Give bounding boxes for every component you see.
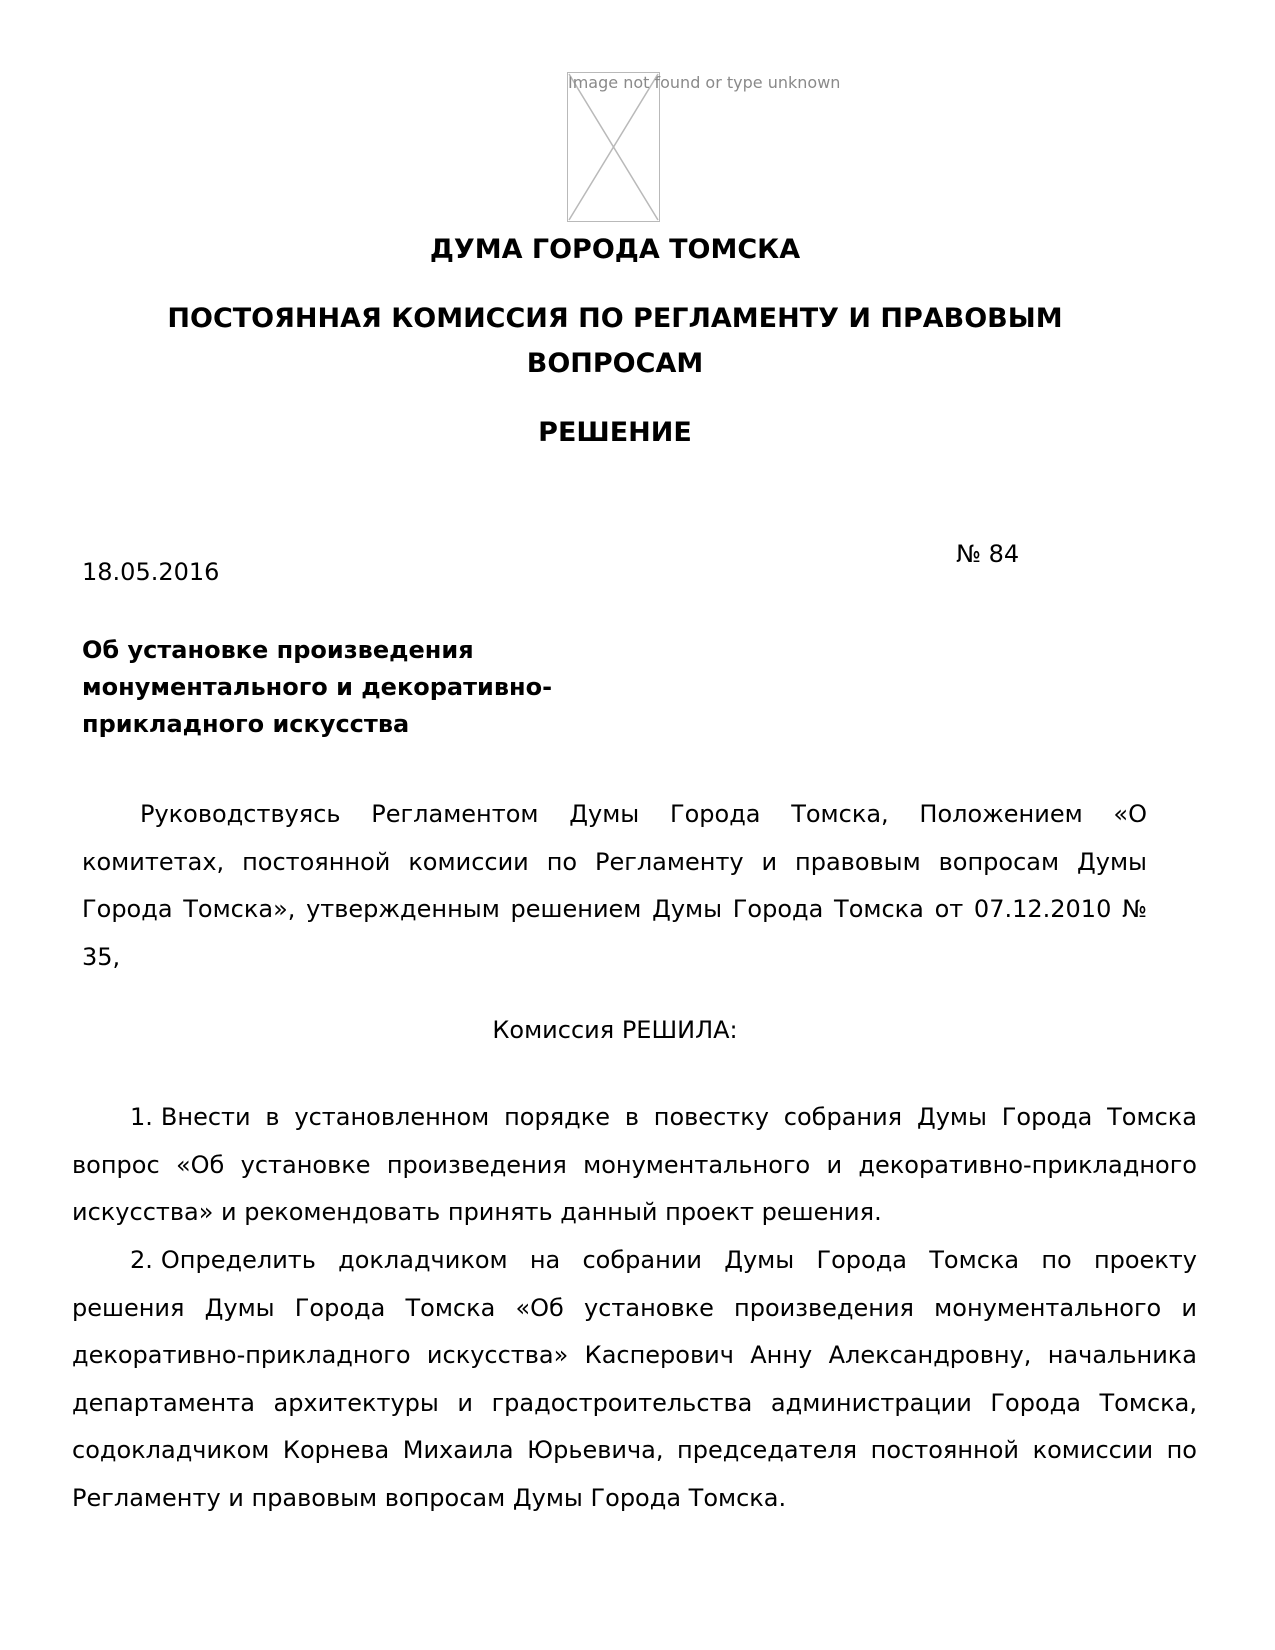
broken-image-alt-text: Image not found or type unknown [568,73,841,92]
clause-item [72,1094,1197,1237]
broken-image-icon [567,72,660,222]
document-date: 18.05.2016 [82,558,220,586]
document-number: № 84 [956,540,1020,568]
clause-text: Внести в установленном порядке в повестку собрания Думы Города Томска вопрос «Об установке произведения монументального и декоративно-прикладного искусства» и рекомендовать принять данный проект решения. [72,1103,1197,1226]
resolved-line: Комиссия РЕШИЛА: [492,1016,738,1044]
org-title: ДУМА ГОРОДА ТОМСКА [429,234,801,265]
clause-text: Определить докладчиком на собрании Думы Города Томска по проекту решения Думы Города Томска «Об установке произведения монументального и декоративно-прикладного искусства» Касперович Анну Александровну, начальника департамента архитектуры и градостроительства администрации Города Томска, содокладчиком Корнева Михаила Юрьевича, председателя постоянной комиссии по Регламенту и правовым вопросам Думы Города Томска. [72,1246,1197,1512]
document-type-title: РЕШЕНИЕ [538,417,692,448]
clause-item [72,1237,1197,1522]
preamble-paragraph: Руководствуясь Регламентом Думы Города Томска, Положением «О комитетах, постоянной комиссии по Регламенту и правовым вопросам Думы Города Томска», утвержденным решением Думы Города Томска от 07.12.2010 № 35, [82,800,1147,971]
clause-number: 1. [130,1103,153,1131]
broken-image-cross [568,73,659,221]
clause-number: 2. [130,1246,153,1274]
document-subject: Об установке произведения монументального и декоративно-прикладного искусства [82,636,553,738]
commission-title: ПОСТОЯННАЯ КОМИССИЯ ПО РЕГЛАМЕНТУ И ПРАВОВЫМ ВОПРОСАМ [167,303,1063,379]
